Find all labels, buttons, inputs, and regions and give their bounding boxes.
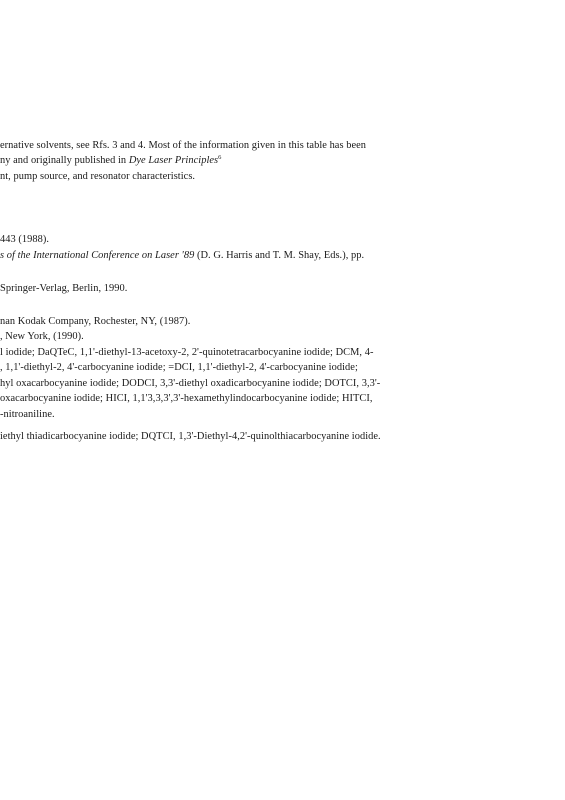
note-line-1: ernative solvents, see Rfs. 3 and 4. Most of the information given in this table has been (0, 140, 367, 151)
reference-4: nan Kodak Company, Rochester, NY, (1987). (0, 316, 191, 327)
abbreviation-line-3: hyl oxacarbocyanine iodide; DODCI, 3,3'-diethyl oxadicarbocyanine iodide; DOTCI, 3,3'- (0, 378, 381, 389)
reference-superscript: 6 (218, 154, 222, 161)
book-title: Dye Laser Principles (128, 155, 219, 166)
abbreviation-line-4: oxacarbocyanine iodide; HICI, 1,1'3,3,3',3'-hexamethylindocarbocyanine iodide; HITCI, (0, 393, 373, 404)
reference-2 (0, 250, 364, 262)
note-line-2 (0, 155, 221, 167)
note-line-2-text: ny and originally published in (0, 155, 129, 166)
abbreviation-line-6: iethyl thiadicarbocyanine iodide; DQTCI, 1,3'-Diethyl-4,2'-quinolthiacarbocyanine iodide. (0, 431, 381, 442)
abbreviation-line-2: , 1,1'-diethyl-2, 4'-carbocyanine iodide; =DCI, 1,1'-diethyl-2, 4'-carbocyanine iodide; (0, 362, 358, 373)
reference-3: Springer-Verlag, Berlin, 1990. (0, 283, 128, 294)
abbreviation-line-1: l iodide; DaQTeC, 1,1'-diethyl-13-acetoxy-2, 2'-quinotetracarbocyanine iodide; DCM, 4- (0, 347, 374, 358)
reference-1: 443 (1988). (0, 234, 50, 245)
conference-title: s of the International Conference on Laser '89 (0, 250, 195, 261)
reference-2-rest: (D. G. Harris and T. M. Shay, Eds.), pp. (194, 250, 365, 261)
reference-5: , New York, (1990). (0, 331, 84, 342)
note-line-3: nt, pump source, and resonator characteristics. (0, 171, 196, 182)
abbreviation-line-5: -nitroaniline. (0, 409, 55, 420)
